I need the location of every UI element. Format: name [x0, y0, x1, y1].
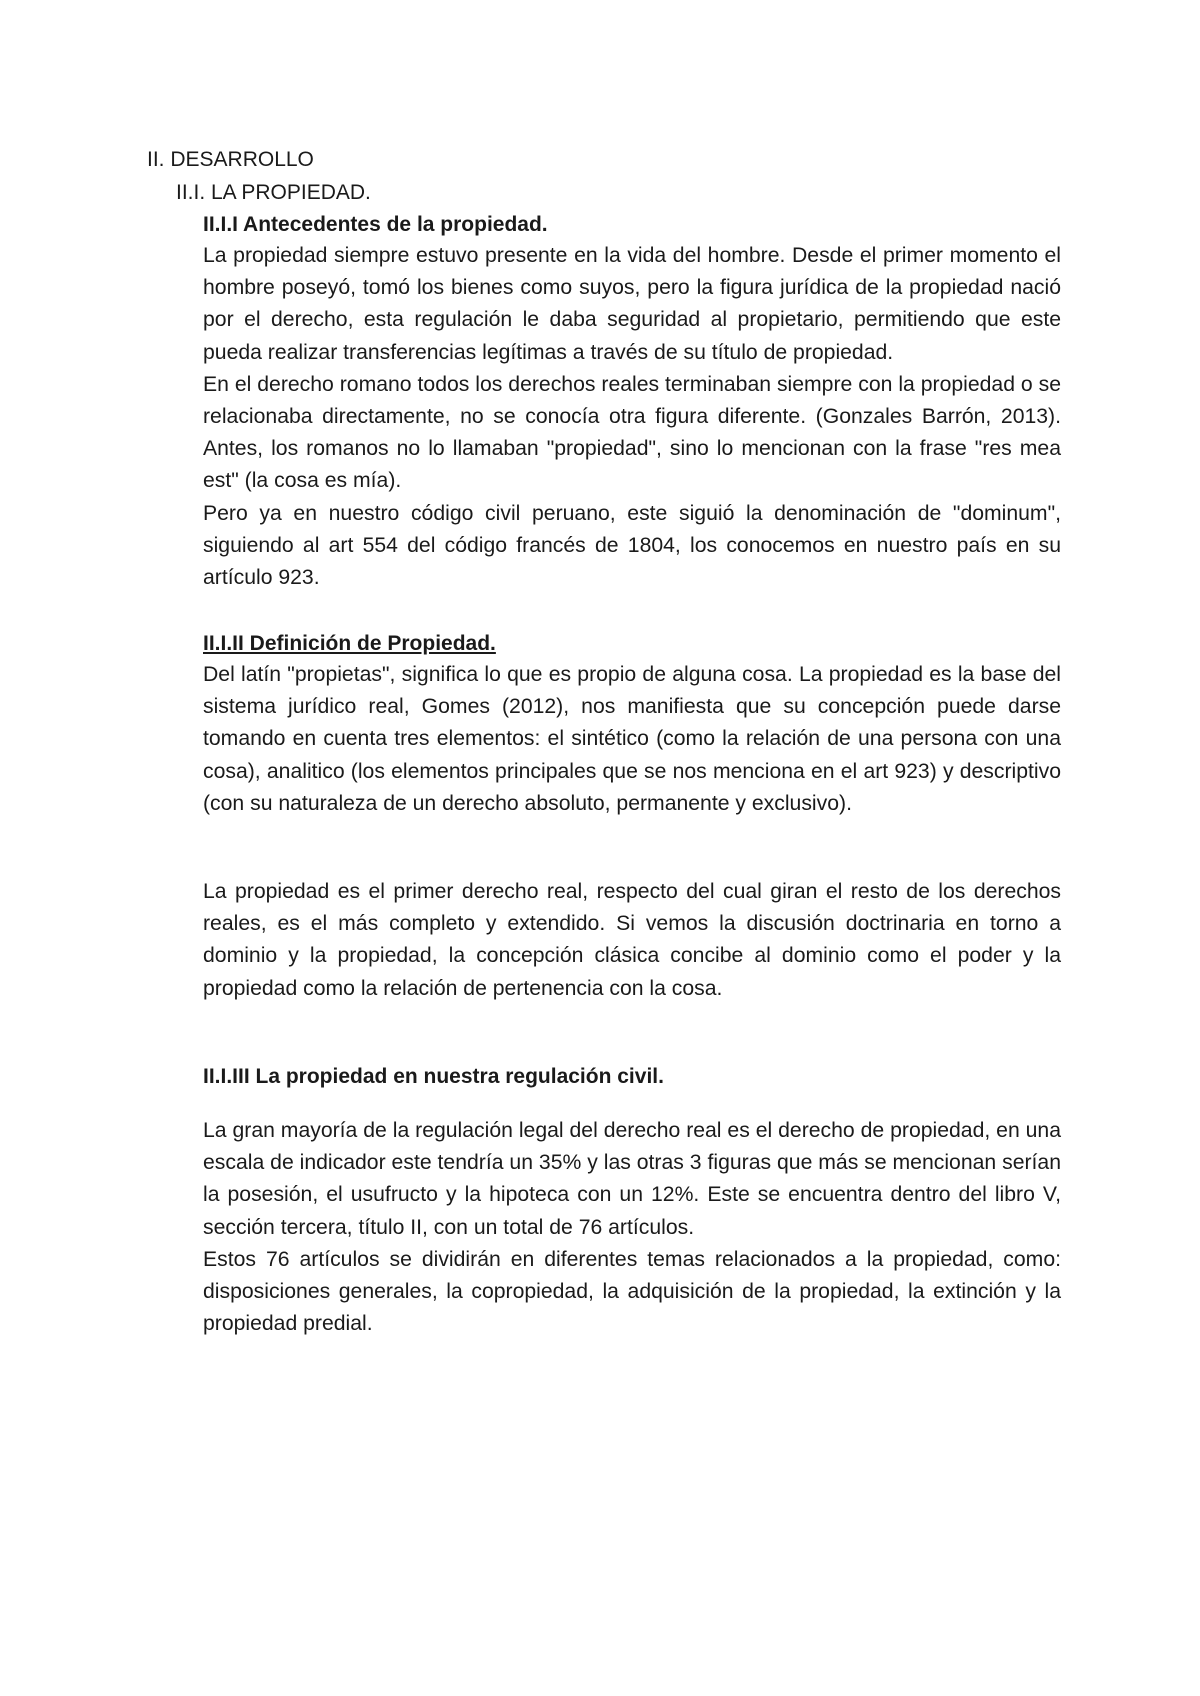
- paragraph: La gran mayoría de la regulación legal del derecho real es el derecho de propiedad, en una escala de indicador este tendría un 35% y las otras 3 figuras que más se mencionan serían la posesión, el usufructo y la hipoteca con un 12%. Este se encuentra dentro del libro V, sección tercera, título II, con un total de 76 artículos.: [203, 1119, 1061, 1239]
- section-2-body-continued: [203, 876, 1061, 1005]
- section-2-body: [203, 659, 1061, 820]
- section-1-body: [203, 240, 1061, 594]
- heading-main: II. DESARROLLO: [147, 148, 314, 171]
- section-3-title: II.I.III La propiedad en nuestra regulación civil.: [203, 1065, 664, 1088]
- paragraph: Estos 76 artículos se dividirán en diferentes temas relacionados a la propiedad, como: disposiciones generales, la copropiedad, la adquisición de la propiedad, la extinción y la propiedad predial.: [203, 1247, 1061, 1336]
- section-3-body: [203, 1115, 1061, 1340]
- paragraph: La propiedad siempre estuvo presente en la vida del hombre. Desde el primer momento el hombre poseyó, tomó los bienes como suyos, pero la figura jurídica de la propiedad nació por el derecho, esta regulación le daba seguridad al propietario, permitiendo que este pueda realizar transferencias legítimas a través de su título de propiedad.: [203, 244, 1061, 364]
- paragraph: Del latín "propietas", significa lo que es propio de alguna cosa. La propiedad es la base del sistema jurídico real, Gomes (2012), nos manifiesta que su concepción puede darse tomando en cuenta tres elementos: el sintético (como la relación de una persona con una cosa), analitico (los elementos principales que se nos menciona en el art 923) y descriptivo (con su naturaleza de un derecho absoluto, permanente y exclusivo).: [203, 663, 1061, 815]
- paragraph: En el derecho romano todos los derechos reales terminaban siempre con la propiedad o se relacionaba directamente, no se conocía otra figura diferente. (Gonzales Barrón, 2013). Antes, los romanos no lo llamaban "propiedad", sino lo mencionan con la frase "res mea est" (la cosa es mía).: [203, 372, 1061, 493]
- paragraph: La propiedad es el primer derecho real, respecto del cual giran el resto de los derechos reales, es el más completo y extendido. Si vemos la discusión doctrinaria en torno a dominio y la propiedad, la concepción clásica concibe al dominio como el poder y la propiedad como la relación de pertenencia con la cosa.: [203, 880, 1061, 1000]
- heading-sub: II.I. LA PROPIEDAD.: [176, 181, 371, 204]
- section-1-title: II.I.I Antecedentes de la propiedad.: [203, 213, 548, 236]
- section-2-title: II.I.II Definición de Propiedad.: [203, 632, 496, 655]
- paragraph: Pero ya en nuestro código civil peruano, este siguió la denominación de "dominum", siguiendo al art 554 del código francés de 1804, los conocemos en nuestro país en su artículo 923.: [203, 501, 1061, 590]
